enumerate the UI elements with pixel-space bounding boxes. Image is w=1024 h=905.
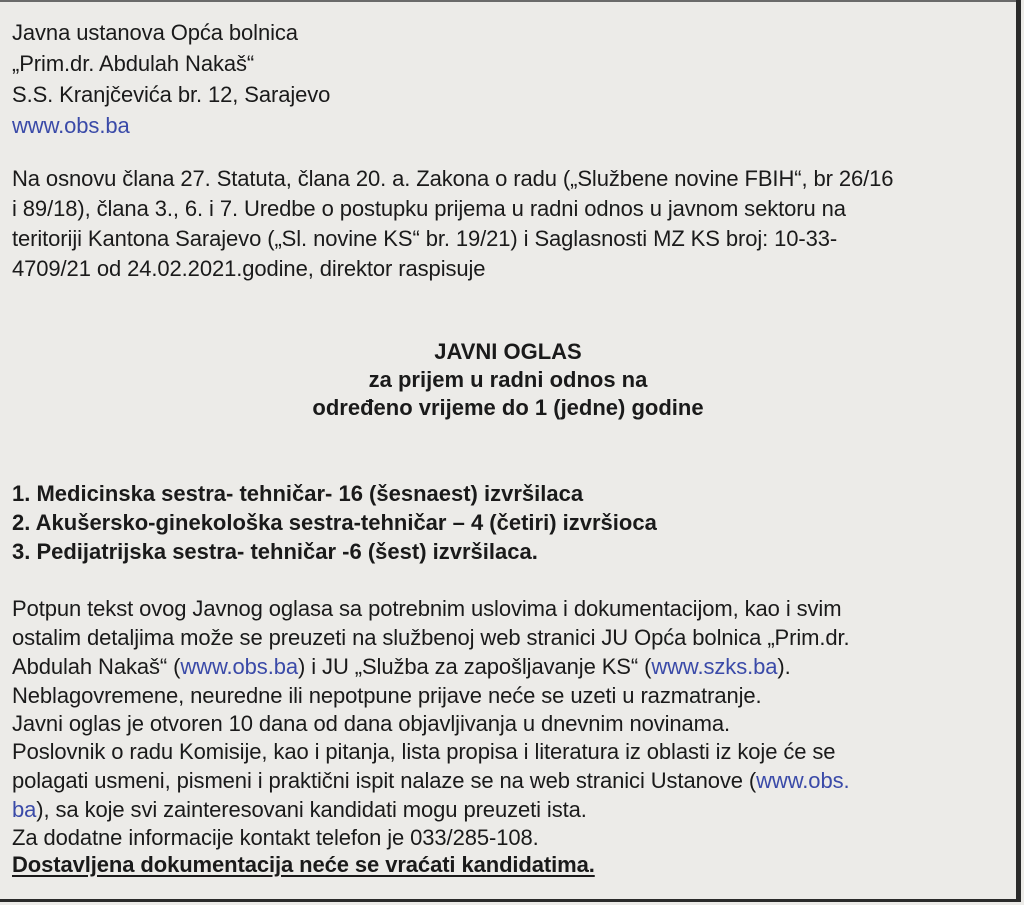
header-name: „Prim.dr. Abdulah Nakaš“ (12, 51, 255, 76)
body-line-3-text-c: ). (777, 654, 791, 679)
header-website-link[interactable]: www.obs.ba (12, 113, 130, 138)
intro-line-1: Na osnovu člana 27. Statuta, člana 20. a. Zakona o radu („Službene novine FBIH“, br 26/16 (12, 166, 894, 191)
position-item-2: 2. Akušersko-ginekološka sestra-tehničar – 4 (četiri) izvršioca (12, 510, 657, 535)
intro-line-4: 4709/21 od 24.02.2021.godine, direktor raspisuje (12, 256, 486, 281)
body-line-8-text: ), sa koje svi zainteresovani kandidati mogu preuzeti ista. (36, 797, 587, 822)
ad-subtitle-1: za prijem u radni odnos na (368, 367, 648, 392)
position-item-3: 3. Pedijatrijska sestra- tehničar -6 (šest) izvršilaca. (12, 539, 538, 564)
szks-website-link[interactable]: www.szks.ba (651, 654, 778, 679)
body-line-5: Javni oglas je otvoren 10 dana od dana objavljivanja u dnevnim novinama. (12, 711, 731, 736)
body-line-1: Potpun tekst ovog Javnog oglasa sa potrebnim uslovima i dokumentacijom, kao i svim (12, 596, 842, 621)
body-line-2: ostalim detaljima može se preuzeti na službenoj web stranici JU Opća bolnica „Prim.dr. (12, 625, 850, 650)
top-rule (0, 0, 1016, 2)
intro-line-2: i 89/18), člana 3., 6. i 7. Uredbe o postupku prijema u radni odnos u javnom sektoru na (12, 196, 846, 221)
ad-subtitle-2: određeno vrijeme do 1 (jedne) godine (312, 395, 704, 420)
body-line-6: Poslovnik o radu Komisije, kao i pitanja, lista propisa i literatura iz oblasti iz koje će se (12, 739, 836, 764)
header-institution: Javna ustanova Opća bolnica (12, 20, 298, 45)
header-address: S.S. Kranjčevića br. 12, Sarajevo (12, 82, 331, 107)
body-line-3 (12, 654, 791, 680)
ad-title: JAVNI OGLAS (434, 339, 582, 364)
obs-website-link[interactable]: www.obs.ba (180, 654, 298, 679)
body-line-3-text-a: Abdulah Nakaš“ ( (12, 654, 181, 679)
body-line-3-text-b: ) i JU „Služba za zapošljavanje KS“ ( (298, 654, 652, 679)
institution-website-link-part-1[interactable]: www.obs. (756, 768, 850, 793)
body-line-8 (12, 797, 587, 823)
body-line-9: Za dodatne informacije kontakt telefon je 033/285-108. (12, 825, 539, 850)
body-line-7-text: polagati usmeni, pismeni i praktični ispit nalaze se na web stranici Ustanove ( (12, 768, 757, 793)
position-item-1: 1. Medicinska sestra- tehničar- 16 (šesnaest) izvršilaca (12, 481, 584, 506)
body-line-7 (12, 768, 850, 794)
body-line-4: Neblagovremene, neuredne ili nepotpune prijave neće se uzeti u razmatranje. (12, 683, 762, 708)
intro-line-3: teritoriji Kantona Sarajevo („Sl. novine KS“ br. 19/21) i Saglasnosti MZ KS broj: 10-33- (12, 226, 838, 251)
closing-notice: Dostavljena dokumentacija neće se vraćati kandidatima. (12, 852, 595, 877)
institution-website-link-part-2[interactable]: ba (12, 797, 37, 822)
